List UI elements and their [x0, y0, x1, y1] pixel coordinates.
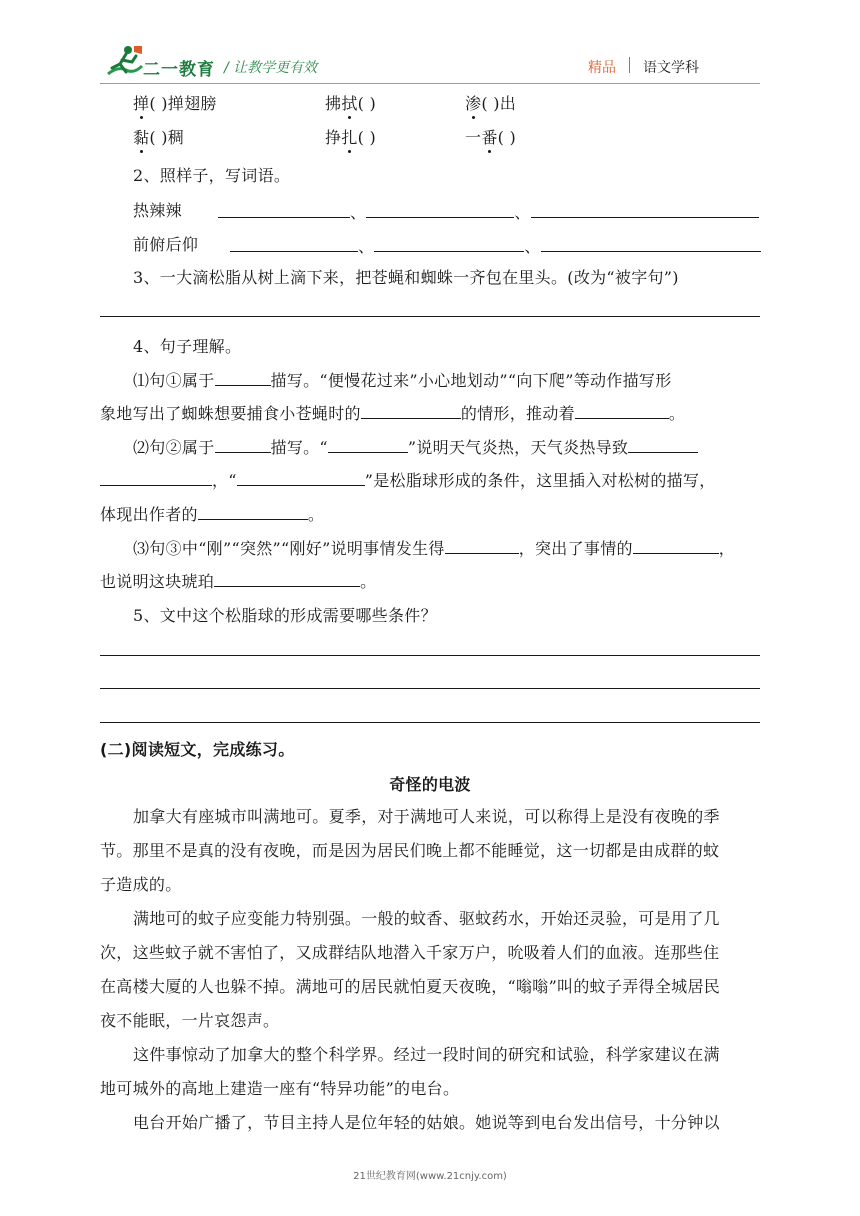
pinyin-item: 黏( )稠 — [133, 128, 185, 147]
answer-blank[interactable] — [230, 235, 358, 252]
passage-line: 地可城外的高地上建造一座有“特异功能”的电台。 — [100, 1079, 460, 1098]
q4-line: 象地写出了蜘蛛想要捕食小苍蝇时的 的情形，推动着 。 — [100, 404, 686, 423]
answer-line[interactable] — [100, 688, 760, 689]
q4-line: 也说明这块琥珀 。 — [100, 572, 377, 591]
word-pattern-label: 热辣辣 — [133, 201, 182, 220]
q4-line: ⑴句①属于 描写。“便慢花过来”小心地划动”“向下爬”等动作描写形 — [133, 371, 672, 390]
passage-line: 子造成的。 — [100, 875, 182, 894]
passage-line: 满地可的蚊子应变能力特别强。一般的蚊香、驱蚊药水，开始还灵验，可是用了几 — [133, 909, 720, 928]
answer-blank[interactable] — [361, 402, 461, 419]
answer-blank[interactable] — [328, 436, 408, 453]
question-title: 4、句子理解。 — [133, 337, 242, 356]
q4-line: ，“ ”是松脂球形成的条件，这里插入对松树的描写， — [100, 469, 716, 491]
premium-label: 精品 — [588, 60, 616, 76]
answer-line[interactable] — [100, 655, 760, 656]
answer-blank[interactable] — [633, 537, 719, 554]
answer-blank[interactable] — [366, 201, 514, 218]
question-title: 2、照样子，写词语。 — [133, 166, 291, 185]
answer-blank[interactable] — [445, 537, 519, 554]
answer-blank[interactable] — [218, 201, 350, 218]
answer-blank[interactable] — [531, 201, 759, 218]
q4-line: ⑶句③中“刚”“突然”“刚好”说明事情发生得 ，突出了事情的 ， — [133, 539, 736, 558]
pinyin-item: 渗( )出 — [465, 94, 517, 113]
answer-blank[interactable] — [100, 469, 212, 486]
answer-blank[interactable] — [237, 469, 365, 486]
pinyin-item: 拂拭( ) — [325, 94, 377, 113]
header-separator — [629, 57, 630, 73]
q4-line: 体现出作者的 。 — [100, 505, 325, 524]
answer-blank[interactable] — [575, 402, 669, 419]
question-title: 5、文中这个松脂球的形成需要哪些条件？ — [133, 606, 437, 625]
answer-line[interactable] — [100, 722, 760, 723]
passage-line: 夜不能眠，一片哀怨声。 — [100, 1011, 280, 1030]
header-divider — [100, 83, 760, 84]
answer-blanks-row: 、 、 — [218, 201, 759, 223]
answer-line[interactable] — [100, 316, 760, 317]
passage-title: 奇怪的电波 — [389, 775, 471, 794]
answer-blank[interactable] — [198, 503, 308, 520]
passage-line: 加拿大有座城市叫满地可。夏季，对于满地可人来说，可以称得上是没有夜晚的季 — [133, 807, 720, 826]
answer-blanks-row: 、 、 — [230, 235, 761, 257]
brand-name: 二一教育 — [143, 60, 215, 80]
answer-blank[interactable] — [374, 235, 524, 252]
q4-line: ⑵句②属于 描写。“ ”说明天气炎热，天气炎热导致 — [133, 436, 698, 458]
pinyin-item: 掸( )掸翅膀 — [133, 94, 217, 113]
word-pattern-label: 前俯后仰 — [133, 235, 199, 254]
answer-blank[interactable] — [215, 436, 271, 453]
passage-line: 电台开始广播了，节目主持人是位年轻的姑娘。她说等到电台发出信号，十分钟以 — [133, 1113, 720, 1132]
question-title: 3、一大滴松脂从树上滴下来，把苍蝇和蜘蛛一齐包在里头。(改为“被字句”) — [133, 268, 679, 287]
subject-label: 语文学科 — [643, 60, 699, 76]
page-footer: 21世纪教育网(www.21cnjy.com) — [353, 1171, 507, 1182]
logo-runner-icon — [104, 44, 144, 78]
pinyin-item: 挣扎( ) — [325, 128, 377, 147]
section-heading: (二)阅读短文，完成练习。 — [100, 740, 295, 759]
passage-line: 在高楼大厦的人也躲不掉。满地可的居民就怕夏天夜晚，“嗡嗡”叫的蚊子弄得全城居民 — [100, 977, 721, 996]
passage-line: 节。那里不是真的没有夜晚，而是因为居民们晚上都不能睡觉，这一切都是由成群的蚊 — [100, 841, 720, 860]
answer-blank[interactable] — [628, 436, 698, 453]
passage-line: 这件事惊动了加拿大的整个科学界。经过一段时间的研究和试验，科学家建议在满 — [133, 1045, 720, 1064]
answer-blank[interactable] — [215, 369, 271, 386]
passage-line: 次，这些蚊子就不害怕了，又成群结队地潜入千家万户，吮吸着人们的血液。连那些住 — [100, 943, 720, 962]
brand-slogan: / 让教学更有效 — [224, 60, 318, 76]
pinyin-item: 一番( ) — [465, 128, 517, 147]
answer-blank[interactable] — [541, 235, 761, 252]
answer-blank[interactable] — [214, 570, 360, 587]
